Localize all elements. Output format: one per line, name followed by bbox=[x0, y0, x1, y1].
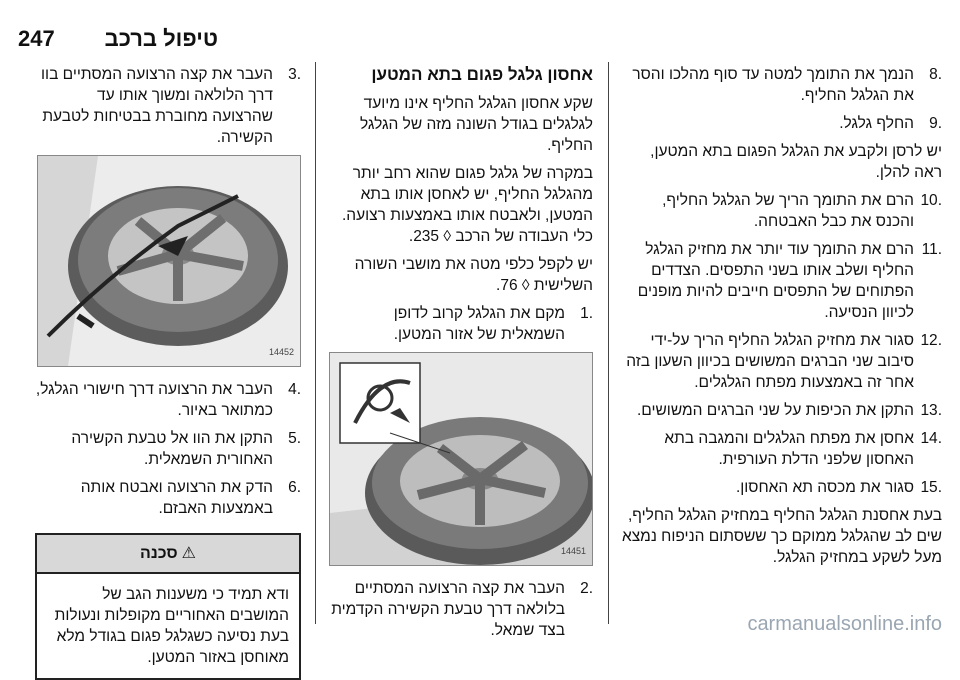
right-column bbox=[620, 64, 942, 575]
column-divider bbox=[608, 62, 609, 624]
step-number: .3 bbox=[288, 66, 301, 83]
step-item bbox=[620, 113, 942, 134]
step-number: .11 bbox=[921, 241, 942, 258]
paragraph: בעת אחסנת הגלגל החליף במחזיק הגלגל החליף, שים לב שהגלגל ממוקם כך ששסתום הניפוח נמצא מעל לשקע במחזיק הגלגל. bbox=[622, 507, 942, 566]
paragraph bbox=[327, 163, 593, 247]
figure-code: 14451 bbox=[560, 546, 586, 556]
left-column bbox=[35, 64, 301, 680]
figure-spare-wheel-strap-front bbox=[329, 352, 593, 566]
step-number: .4 bbox=[288, 381, 301, 398]
step-text: הנמך את התומך למטה עד סוף מהלכו והסר את הגלגל החליף. bbox=[632, 66, 914, 104]
warning-text: ודא תמיד כי משענות הגב של המושבים האחוריים מקופלות ונעולות בעת נסיעה כשגלגל פגום בגודל מלא מאוחסן באזור המטען. bbox=[54, 586, 289, 666]
step-number: .1 bbox=[580, 305, 593, 322]
section-heading: אחסון גלגל פגום בתא המטען bbox=[371, 65, 593, 84]
column-divider bbox=[315, 62, 316, 624]
step-number: .2 bbox=[580, 580, 593, 597]
step-text: מקם את הגלגל קרוב לדופן השמאלית של אזור המטען. bbox=[393, 305, 565, 343]
page-number: 247 bbox=[18, 26, 55, 51]
step-item bbox=[620, 428, 942, 470]
step-item bbox=[620, 64, 942, 106]
step-item bbox=[620, 330, 942, 393]
step-item bbox=[620, 239, 942, 323]
figure-spare-wheel-strap-hook bbox=[37, 155, 301, 367]
step-number: .13 bbox=[920, 402, 942, 419]
warning-title: סכנה bbox=[140, 545, 178, 562]
step-number: .8 bbox=[929, 66, 942, 83]
step-text: הדק את הרצועה ואבטח אותה באמצעות האבזם. bbox=[80, 479, 273, 517]
step-number: .10 bbox=[920, 192, 942, 209]
paragraph: שקע אחסון הגלגל החליף אינו מיועד לגלגלים בגודל השונה מזה של הגלגל החליף. bbox=[359, 95, 593, 154]
step-text: התקן את הכיפות על שני הברגים המשושים. bbox=[636, 402, 914, 419]
step-item bbox=[620, 190, 942, 232]
step-number: .5 bbox=[288, 430, 301, 447]
step-item bbox=[327, 303, 593, 345]
paragraph: יש לרסן ולקבע את הגלגל הפגום בתא המטען, ראה להלן. bbox=[650, 143, 942, 181]
step-item bbox=[620, 477, 942, 498]
step-number: .12 bbox=[920, 332, 942, 349]
step-number: .9 bbox=[929, 115, 942, 132]
watermark: carmanualsonline.info bbox=[747, 613, 942, 635]
step-number: .15 bbox=[920, 479, 942, 496]
step-item bbox=[620, 400, 942, 421]
step-text: העבר את קצה הרצועה המסתיים בלולאה דרך טבעת הקשירה הקדמית בצד שמאל. bbox=[331, 580, 565, 639]
step-item bbox=[327, 578, 593, 641]
step-text: החלף גלגל. bbox=[839, 115, 914, 132]
paragraph-text: במקרה של גלגל פגום שהוא רחב יותר מהגלגל החליף, יש לאחסן אותו בתא המטען, ולאבטח אותו באמצעות רצועה. bbox=[342, 165, 593, 224]
step-item bbox=[35, 477, 301, 519]
step-item bbox=[35, 428, 301, 470]
step-text: סגור את מכסה תא האחסון. bbox=[735, 479, 914, 496]
step-item bbox=[35, 64, 301, 148]
cross-reference: כלי העבודה של הרכב ◊ 235. bbox=[408, 228, 593, 245]
figure-code: 14452 bbox=[268, 347, 294, 357]
step-number: .6 bbox=[288, 479, 301, 496]
warning-box bbox=[35, 533, 301, 680]
page-section-title: טיפול ברכב bbox=[104, 26, 218, 51]
wheel-illustration bbox=[330, 353, 592, 565]
warning-header bbox=[37, 535, 299, 574]
step-text: הרם את התומך הריך של הגלגל החליף, והכנס את כבל האבטחה. bbox=[662, 192, 914, 230]
step-text: סגור את מחזיק הגלגל החליף הריך על-ידי סיבוב שני הברגים המשושים בכיוון השעון בזה אחר זה באמצעות מפתח הגלגלים. bbox=[626, 332, 914, 391]
paragraph: יש לקפל כלפי מטה את מושבי השורה השלישית ◊ 76. bbox=[354, 256, 593, 294]
step-text: העבר את הרצועה דרך חישורי הגלגל, כמתואר באיור. bbox=[35, 381, 273, 419]
step-number: .14 bbox=[920, 430, 942, 447]
step-text: העבר את קצה הרצועה המסתיים בוו דרך הלולאה ומשוך אותו עד שהרצועה מחוברת בבטיחות לטבעת הקשירה. bbox=[41, 66, 273, 146]
middle-column bbox=[327, 64, 593, 648]
warning-triangle-icon: ⚠ bbox=[181, 545, 196, 562]
step-text: התקן את הוו אל טבעת הקשירה האחורית השמאלית. bbox=[71, 430, 273, 468]
step-text: אחסן את מפתח הגלגלים והמגבה בתא האחסון שלפני הדלת העורפית. bbox=[664, 430, 914, 468]
wheel-strap-illustration bbox=[38, 156, 300, 366]
step-item bbox=[35, 379, 301, 421]
step-text: הרם את התומך עוד יותר את מחזיק הגלגל החליף ושלב אותו בשני התפסים. הצדדים הפתוחים של התפסים חייבים להיות מופנים לכיוון הנסיעה. bbox=[637, 241, 914, 321]
